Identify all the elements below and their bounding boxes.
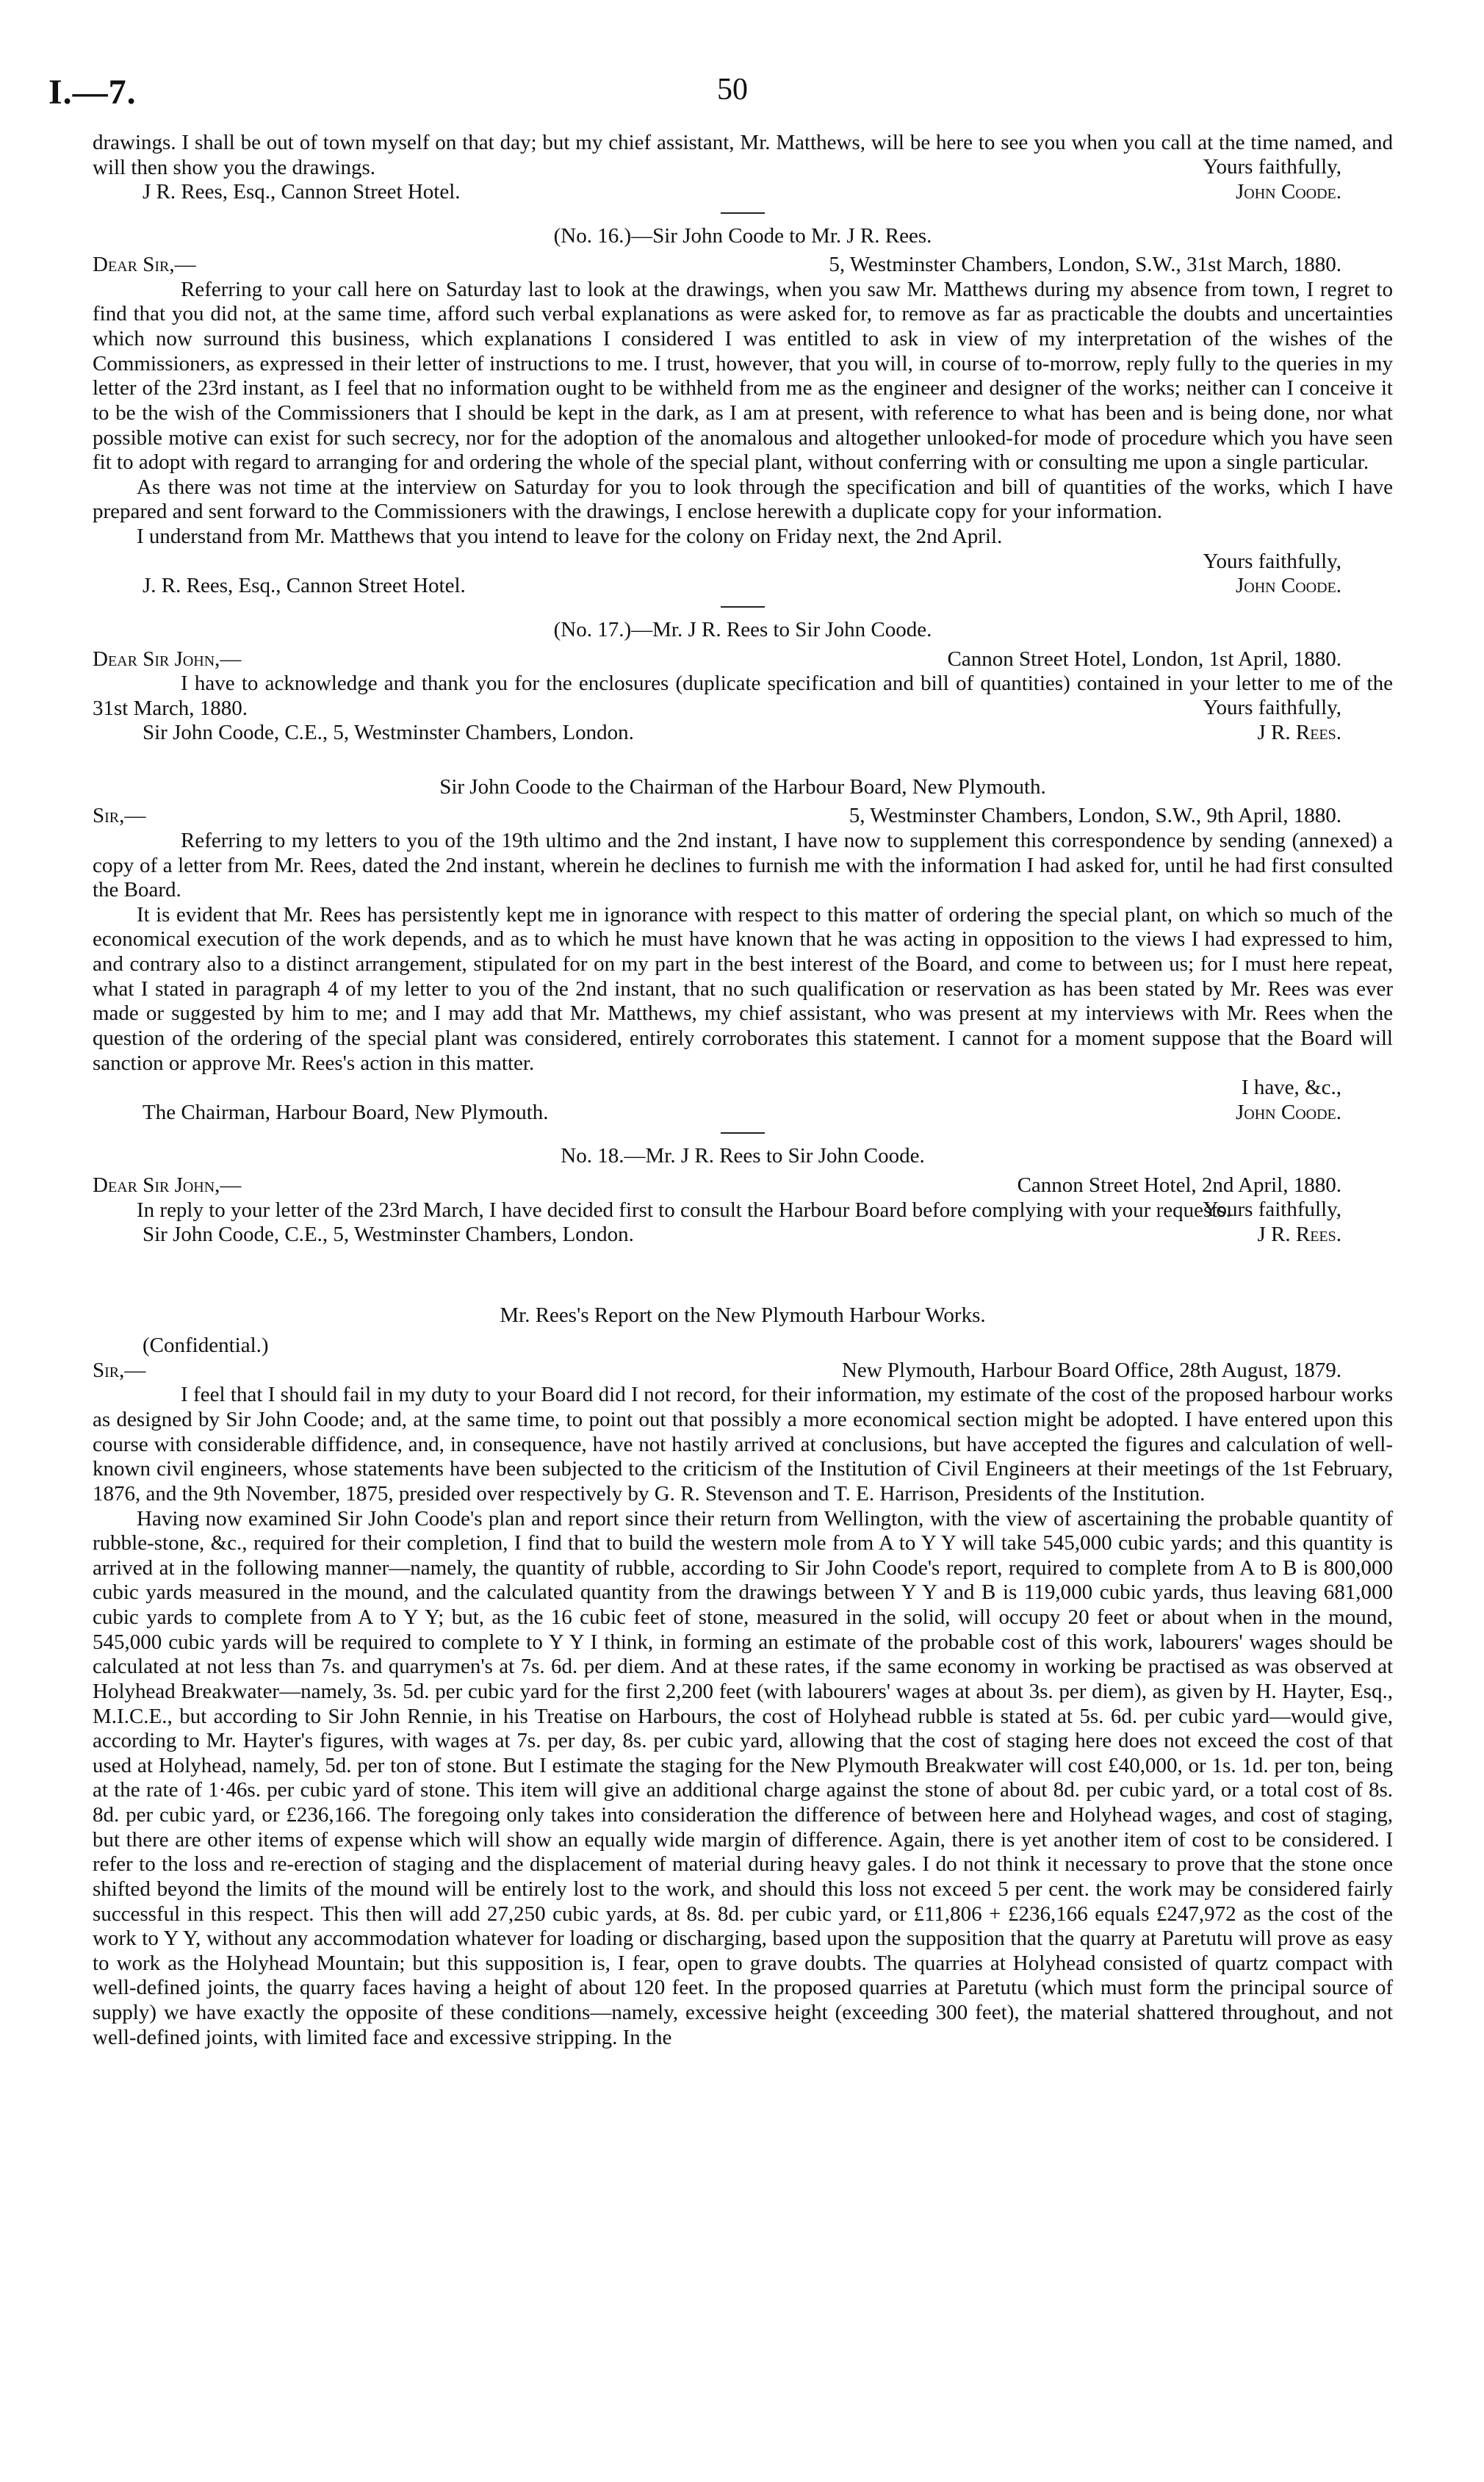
- letter15-addressee: J R. Rees, Esq., Cannon Street Hotel.: [143, 179, 461, 204]
- letter17-title: (No. 17.)—Mr. J R. Rees to Sir John Coode.: [553, 617, 932, 641]
- letter16-addressee: J. R. Rees, Esq., Cannon Street Hotel.: [143, 574, 466, 598]
- report-title: Mr. Rees's Report on the New Plymouth Harbour Works.: [500, 1303, 986, 1327]
- letter18-paragraph-1: In reply to your letter of the 23rd March, I have decided first to consult the Harbour Board before complying with your requests.: [137, 1198, 1231, 1222]
- letter16-signature: John Coode.: [1235, 574, 1341, 598]
- report-address: New Plymouth, Harbour Board Office, 28th August, 1879.: [841, 1358, 1341, 1382]
- report-confidential-note: (Confidential.): [143, 1334, 269, 1358]
- letter18-address: Cannon Street Hotel, 2nd April, 1880.: [1017, 1173, 1341, 1197]
- chairman-letter-paragraph-1: Referring to my letters to you of the 19th ultimo and the 2nd instant, I have now to supplement this correspondence by sending (annexed) a copy of a letter from Mr. Rees, dated the 2nd instant, wherein he declines to furnish me with the information I had asked for, until he had first consulted the Board.: [93, 828, 1393, 902]
- letter16-paragraph-1: Referring to your call here on Saturday last to look at the drawings, when you saw Mr. Matthews during my absence from town, I regret to find that you did not, at the same time, afford such verbal explanations as were asked for, to remove as far as practicable the doubts and uncertainties which now surround this business, which explanations I considered I was entitled to ask in view of my interpretation of the wishes of the Commissioners, as expressed in their letter of instructions to me. I trust, however, that you will, in course of to-morrow, reply fully to the queries in my letter of the 23rd instant, as I feel that no information ought to be withheld from me as the engineer and designer of the works; neither can I conceive it to be the wish of the Commissioners that I should be kept in the dark, as I am at present, with reference to what has been and is being done, nor what possible motive can exist for such secrecy, nor for the adoption of the anomalous and altogether unlooked-for mode of procedure which you have seen fit to adopt with regard to arranging for and ordering the whole of the special plant, without conferring with or consulting me upon a single particular.: [93, 277, 1393, 475]
- separator-rule: [721, 606, 765, 608]
- document-code: I.—7.: [48, 73, 137, 112]
- letter16-salutation: Dear Sir,—: [93, 253, 196, 277]
- chairman-letter-salutation: Sir,—: [93, 804, 146, 828]
- letter18-salutation: Dear Sir John,—: [93, 1173, 242, 1197]
- document-page: [48, 72, 1393, 2050]
- letter16-paragraph-3: I understand from Mr. Matthews that you intend to leave for the colony on Friday next, the 2nd April.: [137, 525, 1003, 548]
- letter18-title: No. 18.—Mr. J R. Rees to Sir John Coode.: [561, 1144, 925, 1168]
- letter17-closing: Yours faithfully,: [1203, 696, 1341, 720]
- letter18-addressee: Sir John Coode, C.E., 5, Westminster Chambers, London.: [143, 1222, 634, 1246]
- letter16-address: 5, Westminster Chambers, London, S.W., 31st March, 1880.: [829, 253, 1341, 277]
- chairman-letter-title: Sir John Coode to the Chairman of the Harbour Board, New Plymouth.: [439, 774, 1046, 799]
- letter17-salutation: Dear Sir John,—: [93, 647, 242, 671]
- letter16-closing: Yours faithfully,: [1203, 549, 1341, 573]
- letter18-signature: J R. Rees.: [1257, 1222, 1341, 1246]
- separator-rule: [721, 212, 765, 214]
- report-paragraph-2: Having now examined Sir John Coode's plan and report since their return from Wellington, with the view of ascertaining the probable quantity of rubble-stone, &c., required for their completion, I find that to build the western mole from A to Y Y will take 545,000 cubic yards; and this quantity is arrived at in the following manner—namely, the quantity of rubble, according to Sir John Coode's report, required to complete from A to B is 800,000 cubic yards measured in the mound, and the calculated quantity from the drawings between Y Y and B is 119,000 cubic yards, thus leaving 681,000 cubic yards to complete from A to Y Y; but, as the 16 cubic feet of stone, measured in the solid, will occupy 20 feet or about when in the mound, 545,000 cubic yards will be required to complete to Y Y I think, in forming an estimate of the probable cost of this work, labourers' wages should be calculated at not less than 7s. and quarrymen's at 7s. 6d. per diem. And at these rates, if the same economy in working be practised as was observed at Holyhead Breakwater—namely, 3s. 5d. per cubic yard for the first 2,200 feet (with labourers' wages at about 3s. per diem), as given by H. Hayter, Esq., M.I.C.E., but according to Sir John Rennie, in his Treatise on Harbours, the cost of Holyhead rubble is stated at 5s. 6d. per cubic yard—would give, according to Mr. Hayter's figures, with wages at 7s. per day, 8s. per cubic yard, allowing that the cost of staging here does not exceed the cost of that used at Holyhead, namely, 5d. per ton of stone. But I estimate the staging for the New Plymouth Breakwater will cost £40,000, or 1s. 1d. per ton, being at the rate of 1·46s. per cubic yard of stone. This item will give an additional charge against the stone of about 8d. per cubic yard, or a total cost of 8s. 8d. per cubic yard, or £236,166. The foregoing only takes into consideration the difference of between here and Holyhead wages, and cost of staging, but there are other items of expense which will show an equally wide margin of difference. Again, there is yet another item of cost to be considered. I refer to the loss and re-erection of staging and the displacement of material during heavy gales. I do not think it necessary to prove that the stone once shifted beyond the limits of the mound will be entirely lost to the work, and should this loss not exceed 5 per cent. the work may be considered fairly successful in this respect. This then will add 27,250 cubic yards, at 8s. 8d. per cubic yard, or £11,806 + £236,166 equals £247,972 as the cost of the work to Y Y, without any accommodation whatever for loading or discharging, based upon the supposition that the quarry at Paretutu will prove as easy to work as the Holyhead Mountain; but this supposition is, I fear, open to grave doubts. The quarries at Holyhead consisted of quartz compact with well-defined joints, the quarry faces having a height of about 120 feet. In the proposed quarries at Paretutu (which must form the principal source of supply) we have exactly the opposite of these conditions—namely, excessive height (exceeding 300 feet), the material shattered throughout, and not well-defined joints, with limited face and excessive stripping. In the: [93, 1506, 1393, 2049]
- separator-rule: [721, 1132, 765, 1134]
- letter15-closing: Yours faithfully,: [1203, 155, 1341, 179]
- chairman-letter-paragraph-2: It is evident that Mr. Rees has persistently kept me in ignorance with respect to this matter of ordering the special plant, on which so much of the economical execution of the work depends, and as to which he must have known that he was acting in opposition to the views I had expressed to him, and contrary also to a distinct arrangement, stipulated for on my part in the best interest of the Board, and come to between us; for I must here repeat, what I stated in paragraph 4 of my letter to you of the 2nd instant, that no such qualification or reservation as has been stated by Mr. Rees was ever made or suggested by him to me; and I may add that Mr. Matthews, my chief assistant, who was present at my interviews with Mr. Rees when the question of the ordering of the special plant was considered, entirely corroborates this statement. I cannot for a moment suppose that the Board will sanction or approve Mr. Rees's action in this matter.: [93, 902, 1393, 1075]
- report-paragraph-1: I feel that I should fail in my duty to your Board did I not record, for their information, my estimate of the cost of the proposed harbour works as designed by Sir John Coode; and, at the same time, to point out that possibly a more economical section might be adopted. I have entered upon this course with considerable diffidence, and, in consequence, have not hastily arrived at conclusions, but have accepted the figures and calculation of well-known civil engineers, whose statements have been subjected to the criticism of the Institution of Civil Engineers at their meetings of the 1st February, 1876, and the 9th November, 1875, presided over respectively by G. R. Stevenson and T. E. Harrison, Presidents of the Institution.: [93, 1383, 1393, 1506]
- page-header: [48, 72, 1393, 131]
- letter16-title: (No. 16.)—Sir John Coode to Mr. J R. Rees.: [553, 223, 932, 248]
- letter15-signature: John Coode.: [1235, 179, 1341, 204]
- chairman-letter-signature: John Coode.: [1235, 1100, 1341, 1124]
- chairman-letter-closing: I have, &c.,: [1241, 1076, 1341, 1100]
- chairman-letter-address: 5, Westminster Chambers, London, S.W., 9th April, 1880.: [849, 804, 1341, 828]
- letter16-paragraph-2: As there was not time at the interview on Saturday for you to look through the specification and bill of quantities of the works, which I have prepared and sent forward to the Commissioners with the drawings, I enclose herewith a duplicate copy for your information.: [93, 475, 1393, 524]
- report-salutation: Sir,—: [93, 1358, 146, 1382]
- letter18-closing: Yours faithfully,: [1203, 1198, 1341, 1222]
- letter17-paragraph-1: I have to acknowledge and thank you for the enclosures (duplicate specification and bill of quantities) contained in your letter to me of the 31st March, 1880.: [93, 672, 1393, 720]
- letter15-text: drawings. I shall be out of town myself on that day; but my chief assistant, Mr. Matthews, will be here to see you when you call at the time named, and will then show you the drawings.: [93, 131, 1393, 179]
- chairman-letter-addressee: The Chairman, Harbour Board, New Plymouth.: [143, 1100, 549, 1124]
- page-number: 50: [717, 73, 748, 107]
- letter17-signature: J R. Rees.: [1257, 721, 1341, 744]
- letter17-address: Cannon Street Hotel, London, 1st April, 1880.: [947, 647, 1341, 671]
- letter17-addressee: Sir John Coode, C.E., 5, Westminster Chambers, London.: [143, 721, 634, 744]
